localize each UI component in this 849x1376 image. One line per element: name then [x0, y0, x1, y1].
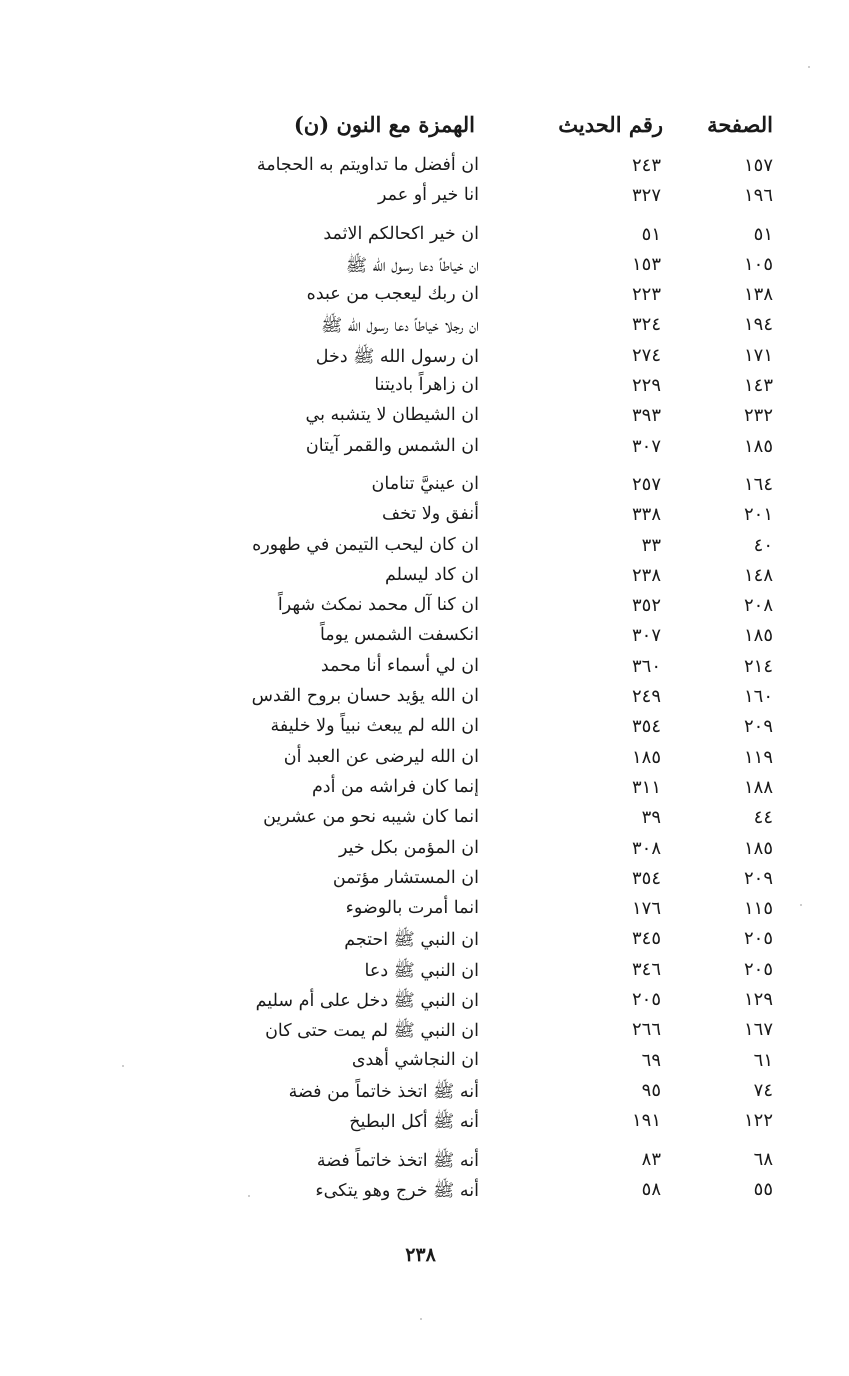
- hadith-text-cell: ان الشمس والقمر آيتان: [305, 435, 479, 456]
- hadith-text-cell: ان رسول الله ﷺ دخل: [315, 346, 479, 367]
- table-row: [0, 152, 849, 182]
- page-number-cell: ١٨٥: [743, 435, 773, 457]
- hadith-number-cell: ٣٣: [641, 534, 661, 556]
- row-spacer: [0, 1138, 849, 1146]
- page-number-cell: ١١٩: [743, 746, 773, 768]
- hadith-text-cell: ان أفضل ما تداويتم به الحجامة: [256, 155, 479, 175]
- table-row: [0, 925, 849, 955]
- hadith-text-cell: ان النبي ﷺ دعا: [364, 960, 479, 981]
- hadith-number-cell: ٣٠٧: [631, 435, 661, 457]
- hadith-text-cell: أنه ﷺ اتخذ خاتماً من فضة: [288, 1081, 479, 1102]
- hadith-number-cell: ٣٩: [641, 807, 661, 829]
- page-number-cell: ٢١٤: [743, 655, 773, 677]
- page-number: ٢٣٨: [405, 1244, 436, 1266]
- page-number-cell: ٢٠٩: [743, 716, 773, 738]
- table-row: [0, 1016, 849, 1046]
- table-row: [0, 281, 849, 311]
- page-number-cell: ١٥٧: [743, 155, 773, 176]
- hadith-number-cell: ٣٠٧: [631, 625, 661, 647]
- page-number-cell: ١٠٥: [743, 253, 773, 275]
- hadith-number-cell: ٨٣: [641, 1148, 661, 1170]
- hadith-text-cell: ان الله لم يبعث نبياً ولا خليفة: [270, 716, 479, 737]
- page-number-cell: ٧٤: [753, 1079, 773, 1101]
- hadith-number-cell: ٢٥٧: [631, 473, 661, 495]
- page-number-cell: ٢٣٢: [743, 405, 773, 427]
- table-row: [0, 433, 849, 463]
- hadith-text-cell: ان زاهراً باديتنا: [374, 375, 479, 396]
- table-row: [0, 895, 849, 925]
- table-row: [0, 1077, 849, 1107]
- table-row: [0, 251, 849, 281]
- scan-speck: [808, 66, 810, 68]
- hadith-text-cell: ان المستشار مؤتمن: [332, 867, 479, 888]
- hadith-text-cell: ان الله ليرضى عن العبد أن: [283, 746, 479, 767]
- table-row: [0, 1047, 849, 1077]
- page-number-cell: ٦١: [753, 1049, 773, 1071]
- hadith-number-cell: ٢٠٥: [631, 989, 661, 1011]
- table-row: [0, 1146, 849, 1176]
- hadith-number-cell: ٣٢٤: [631, 314, 661, 336]
- page-number-cell: ١٨٥: [743, 625, 773, 647]
- hadith-number-cell: ٣٣٨: [631, 504, 661, 526]
- hadith-text-cell: انا خير أو عمر: [377, 185, 479, 206]
- page-number-cell: ١٣٨: [743, 284, 773, 306]
- hadith-text-cell: ان النبي ﷺ لم يمت حتى كان: [265, 1021, 479, 1042]
- table-row: [0, 835, 849, 865]
- table-row: [0, 311, 849, 341]
- hadith-text-cell: ان النبي ﷺ احتجم: [344, 930, 479, 951]
- page-number-cell: ٢٠٨: [743, 595, 773, 617]
- scan-speck: [248, 1195, 250, 1197]
- header-page-column: الصفحة: [707, 112, 773, 137]
- hadith-number-cell: ٩٥: [641, 1079, 661, 1101]
- page-number-cell: ١٤٨: [743, 564, 773, 586]
- table-row: [0, 592, 849, 622]
- table-row: [0, 956, 849, 986]
- hadith-number-cell: ٢٢٣: [631, 284, 661, 306]
- hadith-number-cell: ٣٤٦: [631, 958, 661, 980]
- page-number-cell: ٤٤: [753, 807, 773, 829]
- hadith-text-cell: ان لي أسماء أنا محمد: [320, 655, 479, 676]
- hadith-number-cell: ٣٤٥: [631, 928, 661, 950]
- hadith-text-cell: ان رجلا خياطاً دعا رسول الله ﷺ: [321, 316, 479, 337]
- table-row: [0, 804, 849, 834]
- hadith-text-cell: ان كاد ليسلم: [385, 564, 479, 585]
- hadith-text-cell: ان الله يؤيد حسان بروح القدس: [251, 686, 479, 707]
- page-number-cell: ١٦٧: [743, 1019, 773, 1041]
- page-number-cell: ٢٠٥: [743, 928, 773, 950]
- hadith-number-cell: ٥٨: [641, 1178, 661, 1200]
- table-row: [0, 532, 849, 562]
- hadith-number-cell: ٢٦٦: [631, 1019, 661, 1041]
- hadith-number-cell: ١٧٦: [631, 898, 661, 920]
- hadith-number-cell: ٣٢٧: [631, 185, 661, 207]
- hadith-text-cell: ان خياطاً دعا رسول الله ﷺ: [345, 255, 479, 276]
- table-row: [0, 182, 849, 212]
- hadith-text-cell: انكسفت الشمس يوماً: [319, 625, 479, 646]
- table-row: [0, 622, 849, 652]
- page-number-cell: ٢٠٩: [743, 867, 773, 889]
- page-number-cell: ١٦٠: [743, 686, 773, 708]
- scan-speck: [420, 1318, 422, 1320]
- table-row: [0, 986, 849, 1016]
- page-number-cell: ١٢٢: [743, 1110, 773, 1132]
- hadith-number-cell: ٢٤٣: [631, 155, 661, 176]
- hadith-text-cell: إنما كان فراشه من أدم: [311, 776, 479, 797]
- page-number-cell: ١٨٥: [743, 837, 773, 859]
- page-number-cell: ١١٥: [743, 898, 773, 920]
- scan-speck: [122, 1065, 124, 1067]
- hadith-number-cell: ٢٣٨: [631, 564, 661, 586]
- hadith-text-cell: ان الشيطان لا يتشبه بي: [305, 405, 479, 426]
- table-row: [0, 1107, 849, 1137]
- table-row: [0, 221, 849, 251]
- table-row: [0, 713, 849, 743]
- hadith-text-cell: ان كان ليحب التيمن في طهوره: [252, 534, 479, 555]
- hadith-text-cell: أنفق ولا تخف: [381, 504, 479, 525]
- page-number-cell: ١٦٤: [743, 473, 773, 495]
- table-row: [0, 562, 849, 592]
- page-number-cell: ٢٠١: [743, 504, 773, 526]
- table-row: [0, 683, 849, 713]
- hadith-text-cell: أنه ﷺ اتخذ خاتماً فضة: [316, 1150, 479, 1171]
- page-number-cell: ٤٠: [753, 534, 773, 556]
- hadith-number-cell: ١٨٥: [631, 746, 661, 768]
- page-number-cell: ٥١: [753, 223, 773, 245]
- hadith-text-cell: أنه ﷺ خرج وهو يتكىء: [315, 1180, 479, 1201]
- page-number-cell: ١٨٨: [743, 776, 773, 798]
- hadith-text-cell: ان كنا آل محمد نمكث شهراً: [277, 595, 479, 616]
- hadith-text-cell: ان النبي ﷺ دخل على أم سليم: [255, 991, 479, 1012]
- page-number-cell: ١٩٤: [743, 314, 773, 336]
- hadith-number-cell: ٣٥٢: [631, 595, 661, 617]
- row-spacer: [0, 463, 849, 471]
- hadith-number-cell: ٥١: [641, 223, 661, 245]
- table-row: [0, 774, 849, 804]
- page-number-cell: ٥٥: [753, 1178, 773, 1200]
- hadith-number-cell: ٣١١: [631, 776, 661, 798]
- hadith-text-cell: ان المؤمن بكل خير: [339, 837, 479, 858]
- table-row: [0, 471, 849, 501]
- page-number-cell: ٦٨: [753, 1148, 773, 1170]
- hadith-text-cell: ان النجاشي أهدى: [351, 1049, 479, 1070]
- table-row: [0, 342, 849, 372]
- hadith-number-cell: ٢٤٩: [631, 686, 661, 708]
- table-row: [0, 744, 849, 774]
- hadith-text-cell: انما كان شيبه نحو من عشرين: [263, 807, 479, 828]
- hadith-number-cell: ٣٥٤: [631, 867, 661, 889]
- page-number-cell: ١٤٣: [743, 375, 773, 397]
- hadith-text-cell: أنه ﷺ أكل البطيخ: [349, 1112, 479, 1133]
- table-row: [0, 402, 849, 432]
- scan-speck: [800, 904, 802, 906]
- table-row: [0, 372, 849, 402]
- page-number-cell: ١٩٦: [743, 185, 773, 207]
- index-table: [0, 152, 849, 1206]
- hadith-text-cell: ان عينيَّ تنامان: [371, 473, 479, 494]
- table-row: [0, 1176, 849, 1206]
- row-spacer: [0, 213, 849, 221]
- header-hadith-number-column: رقم الحديث: [558, 112, 663, 137]
- hadith-number-cell: ١٥٣: [631, 253, 661, 275]
- hadith-text-cell: ان خير اكحالكم الاثمد: [323, 223, 479, 244]
- hadith-number-cell: ٢٢٩: [631, 375, 661, 397]
- hadith-number-cell: ٣٥٤: [631, 716, 661, 738]
- table-row: [0, 501, 849, 531]
- hadith-number-cell: ١٩١: [631, 1110, 661, 1132]
- hadith-text-cell: ان ربك ليعجب من عبده: [306, 284, 479, 305]
- header-section-title: الهمزة مع النون (ن): [293, 112, 475, 137]
- hadith-number-cell: ٦٩: [641, 1049, 661, 1071]
- table-row: [0, 865, 849, 895]
- page-number-cell: ١٧١: [743, 344, 773, 366]
- hadith-number-cell: ٣٦٠: [631, 655, 661, 677]
- page-number-cell: ٢٠٥: [743, 958, 773, 980]
- hadith-number-cell: ٢٧٤: [631, 344, 661, 366]
- table-header: [0, 108, 849, 144]
- hadith-number-cell: ٣٠٨: [631, 837, 661, 859]
- page-number-cell: ١٢٩: [743, 989, 773, 1011]
- table-row: [0, 653, 849, 683]
- hadith-text-cell: انما أمرت بالوضوء: [345, 898, 479, 919]
- hadith-number-cell: ٣٩٣: [631, 405, 661, 427]
- page-footer: [0, 1244, 849, 1266]
